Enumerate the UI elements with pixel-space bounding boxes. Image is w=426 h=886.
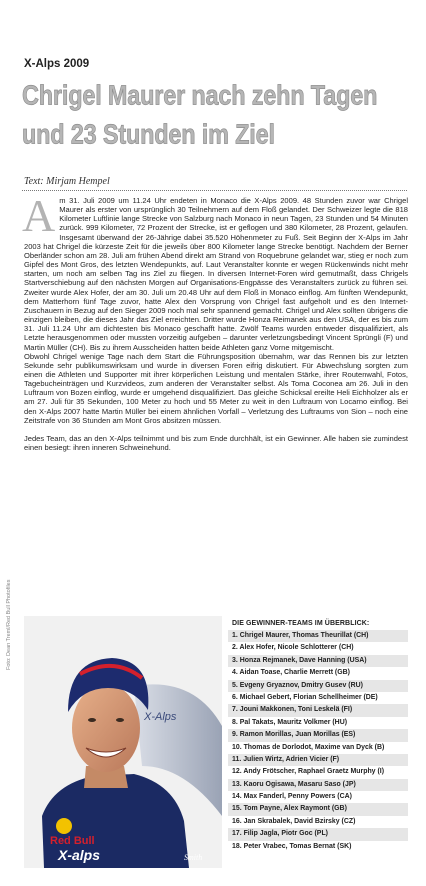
photo-signature: Smith xyxy=(184,853,203,862)
winner-item: 10. Thomas de Dorlodot, Maxime van Dyck (B) xyxy=(232,743,385,751)
xalps-logo-text: X-alps xyxy=(58,847,101,863)
photo-credit: Foto: Dean Treml/Red Bull Photofiles xyxy=(6,579,12,670)
winners-title: DIE GEWINNER-TEAMS IM ÜBERBLICK: xyxy=(232,620,370,627)
winner-item: 15. Tom Payne, Alex Raymont (GB) xyxy=(228,803,408,815)
winners-list xyxy=(228,630,408,853)
winner-item: 3. Honza Rejmanek, Dave Hanning (USA) xyxy=(228,655,408,667)
article-paragraph-3: Jedes Team, das an den X-Alps teilnimmt und bis zum Ende durchhält, ist ein Gewinner. Alle haben sie zumindest einen besiegt: ihren inneren Schweinehund. xyxy=(24,433,408,453)
athlete-illustration xyxy=(24,616,222,868)
winner-item: 17. Filip Jagla, Piotr Goc (PL) xyxy=(228,828,408,840)
article-body xyxy=(22,190,408,453)
drop-cap: A xyxy=(22,190,56,241)
glider-text: X-Alps xyxy=(144,711,177,723)
winner-item: 16. Jan Skrabalek, David Bzirsky (CZ) xyxy=(232,817,356,825)
winner-item: 2. Alex Hofer, Nicole Schlotterer (CH) xyxy=(232,644,354,652)
winner-item: 12. Andy Frötscher, Raphael Graetz Murphy (I) xyxy=(232,768,385,776)
athlete-photo xyxy=(24,616,222,868)
left-eye xyxy=(88,718,96,722)
winner-item: 11. Julien Wirtz, Adrien Vicier (F) xyxy=(228,754,408,766)
byline-divider xyxy=(22,190,407,192)
paragraph-gap xyxy=(24,425,408,434)
winner-item: 18. Peter Vrabec, Tomas Bernat (SK) xyxy=(232,842,352,850)
helmet-text: Red Bull xyxy=(50,835,95,847)
winner-item: 1. Chrigel Maurer, Thomas Theurillat (CH) xyxy=(228,630,408,642)
winner-item: 8. Pal Takats, Mauritz Volkmer (HU) xyxy=(232,718,348,726)
article-paragraph-1 xyxy=(22,190,408,352)
article-paragraph-2: Obwohl Chrigel wenige Tage nach dem Start die Führungsposition übernahm, war das Rennen bis zur letzten Sekunde sehr publikumswirksam und wurde in diversen Foren eifrig diskutiert. Für Abwechslung sorgten zum einen die Athleten und Supporter mit ihrer körperlichen Leistung und mentalen Stärke, ihrer Routenwahl, Fotos, Tagebucheinträgen und Kurzvideos, zum anderen der Veranstalter selbst. Als Toma Coconea am 26. Juli in den Luftraum von Bozen einflog, wurde er umgehend disqualifiziert. Das gleiche Schicksal ereilte Heli Eichholzer als er am 27. Juli für 35 Sekunden, 100 Meter zu hoch und 55 Meter zu weit in den Luftraum von Locarno einflog. Bei den X-Alps 2007 hatte Martin Müller bei einem ähnlichen Vorfall – Verletzung des Luftraums von Sion – noch eine Zeitstrafe von 36 Stunden am Mont Gros absitzen müssen. xyxy=(24,351,408,425)
section-label: X-Alps 2009 xyxy=(24,58,90,70)
winners-box xyxy=(228,620,408,853)
winner-item: 6. Michael Gebert, Florian Schellheimer (DE) xyxy=(232,693,378,701)
winner-item: 5. Evgeny Gryaznov, Dmitry Gusev (RU) xyxy=(228,680,408,692)
winner-item: 9. Ramon Morillas, Juan Morillas (ES) xyxy=(228,729,408,741)
byline: Text: Mirjam Hempel xyxy=(24,176,110,187)
winner-item: 4. Aidan Toase, Charlie Merrett (GB) xyxy=(232,669,350,677)
redbull-sun-icon xyxy=(56,818,72,834)
winner-item: 14. Max Fanderl, Penny Powers (CA) xyxy=(232,793,352,801)
winner-item: 7. Jouni Makkonen, Toni Leskelä (FI) xyxy=(228,704,408,716)
face xyxy=(72,684,140,772)
article-paragraph-1-text: m 31. Juli 2009 um 11.24 Uhr endeten in Monaco die X-Alps 2009. 48 Stunden zuvor war Chrigel Maurer als erster von ursprünglich 30 Teilnehmern auf dem Floß gelandet. Der Schweizer legte die 818 Kilometer Luftlinie lange Strecke von Salzburg nach Monaco in neun Tagen, 23 Stunden und 54 Minuten zurück. 999 Kilometer, 72 Prozent der Strecke, ist er geflogen und 380 Kilometer, 28 Prozent, gelaufen. Insgesamt überwand der 26-Jährige dabei 35.520 Höhenmeter zu Fuß. Seit Beginn der X-Alps im Jahr 2003 hat Chrigel die kürzeste Zeit für die jeweils über 800 Kilometer lange Strecke benötigt. Nachdem der Berner Oberländer schon am 28. Juli am frühen Abend direkt am Strand von Roquebrune gelandet war, stieg er noch zum Gipfel des Mont Gros, des letzten Wendepunkts, auf. Laut Veranstalter konnte er wegen Rückenwinds nicht mehr starten, um noch am selben Tag ins Ziel zu fliegen. In diversen Internet-Foren wird gemutmaßt, dass Chrigels Startverschiebung auf den nächsten Morgen auf Organisations-Engpässe des Veranstalters zurück zu führen sei. Zweiter wurde Alex Hofer, der am 30. Juli um 20.48 Uhr auf dem Floß in Monaco einflog. Am fünften Wendepunkt, dem Matterhorn fünf Tage zuvor, hatte Alex den Vorsprung von Chrigel fast aufgeholt und es den Internet-Zuschauern in Bezug auf den Sieger 2009 noch mal sehr spannend gemacht. Chrigel und Alex sollten übrigens die einzigen bleiben, die dieses Jahr das Ziel erreichten. Dritter wurde Honza Reimanek aus den USA, der es bis zum 31. Juli 11.24 Uhr am dichtesten bis Monaco geschafft hatte. Zwölf Teams wurden entweder disqualifiziert, als Letzte herausgenommen oder mussten vorzeitig aufgeben – darunter verletzungsbedingt Vincent Sprüngli (F) und Martin Müller (CH). Bis zu ihrem Ausscheiden hatten beide Athleten ganz Vorne mitgemischt. xyxy=(24,196,408,352)
right-eye xyxy=(116,718,124,722)
headline: Chrigel Maurer nach zehn Tagen und 23 Stunden im Ziel xyxy=(22,79,378,150)
winner-item: 13. Kaoru Ogisawa, Masaru Saso (JP) xyxy=(228,779,408,791)
